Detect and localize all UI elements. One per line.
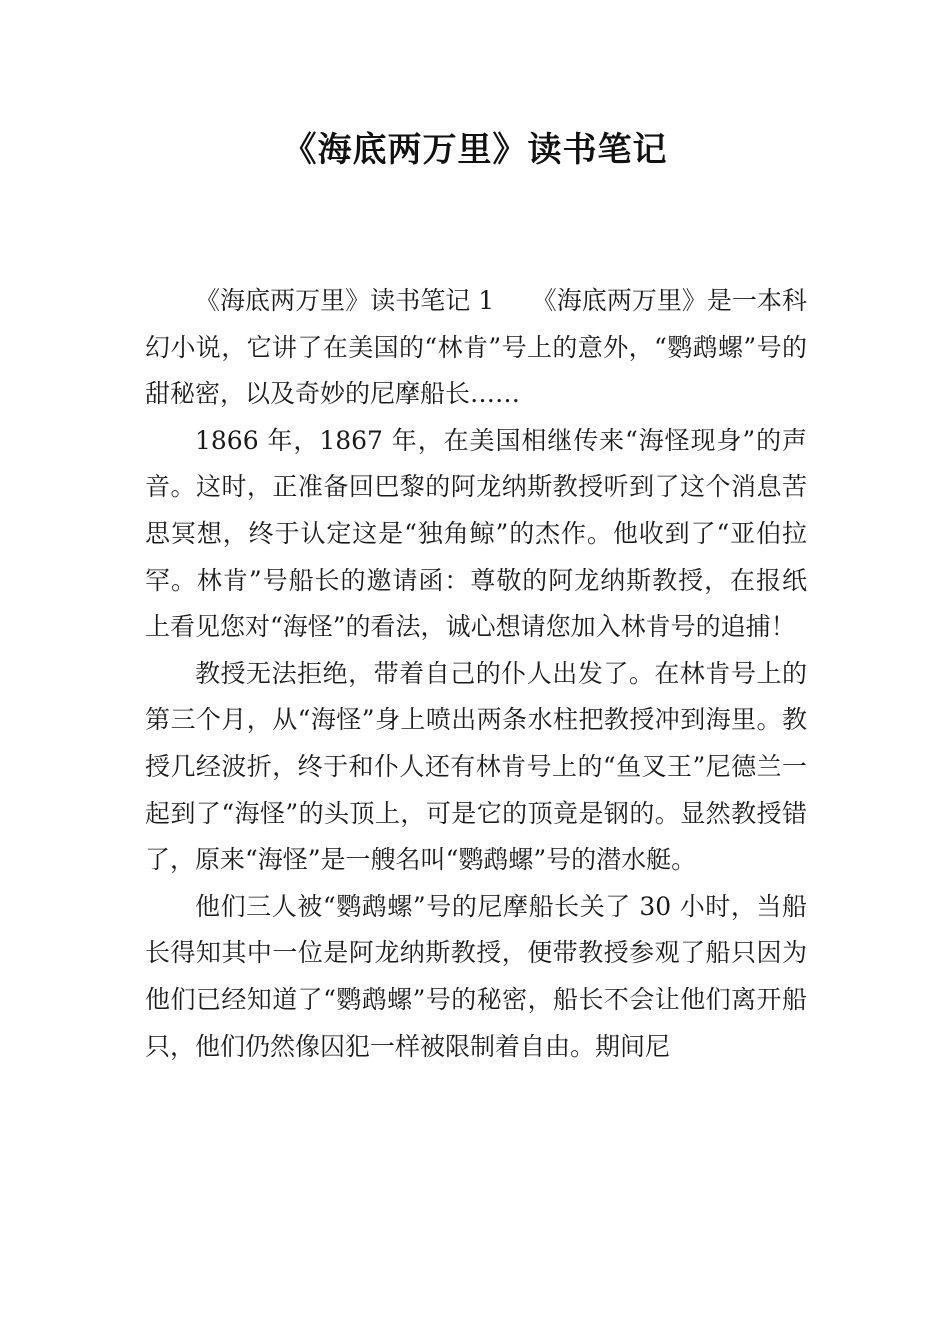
paragraph-4: 他们三人被“鹦鹉螺”号的尼摩船长关了 30 小时，当船长得知其中一位是阿龙纳斯教授，便带教授参观了船只因为他们已经知道了“鹦鹉螺”号的秘密，船长不会让他们离开船只，他们仍然像囚犯一样被限制着自由。期间尼 (145, 891, 807, 1061)
paragraph-3: 教授无法拒绝，带着自己的仆人出发了。在林肯号上的第三个月，从“海怪”身上喷出两条水柱把教授冲到海里。教授几经波折，终于和仆人还有林肯号上的“鱼叉王”尼德兰一起到了“海怪”的头顶上，可是它的顶竟是钢的。显然教授错了，原来“海怪”是一艘名叫“鹦鹉螺”号的潜水艇。 (145, 658, 807, 875)
document-body (145, 278, 807, 1070)
paragraph-1: 《海底两万里》读书笔记 1 《海底两万里》是一本科幻小说，它讲了在美国的“林肯”号上的意外，“鹦鹉螺”号的甜秘密，以及奇妙的尼摩船长…… (145, 286, 807, 409)
document-title: 《海底两万里》读书笔记 (282, 130, 668, 170)
paragraph-2: 1866 年，1867 年，在美国相继传来“海怪现身”的声音。这时，正准备回巴黎的阿龙纳斯教授听到了这个消息苦思冥想，终于认定这是“独角鲸”的杰作。他收到了“亚伯拉罕。林肯”号船长的邀请函：尊敬的阿龙纳斯教授，在报纸上看见您对“海怪”的看法，诚心想请您加入林肯号的追捕！ (145, 425, 807, 642)
